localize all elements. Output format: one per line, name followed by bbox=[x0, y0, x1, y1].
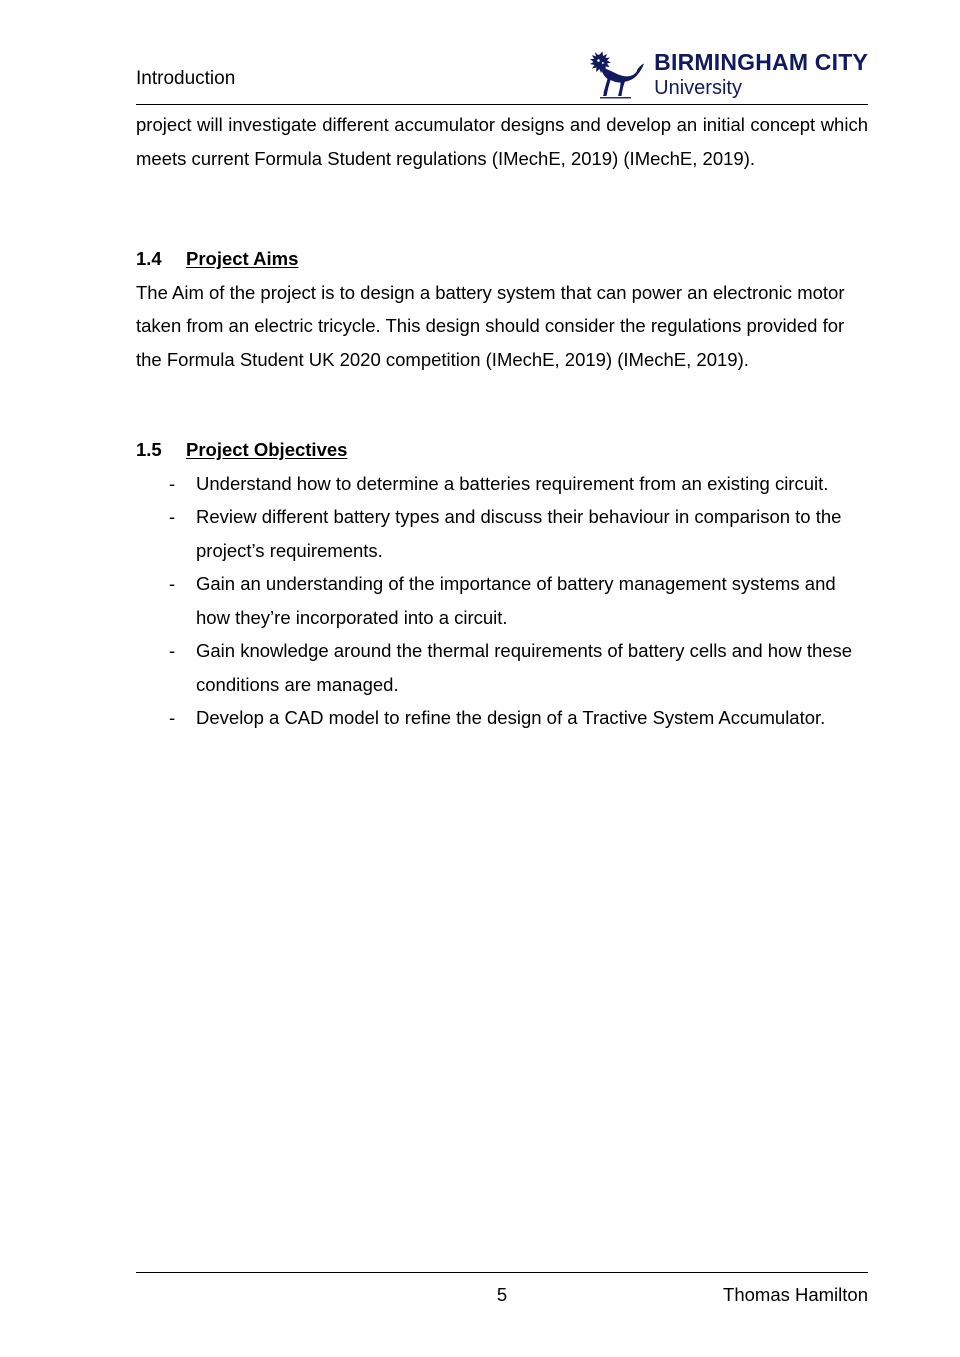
page-header bbox=[136, 46, 868, 108]
bullet-marker: - bbox=[169, 506, 176, 527]
bullet-marker: - bbox=[169, 707, 176, 728]
page-number: 5 bbox=[496, 1284, 508, 1305]
list-item bbox=[136, 701, 868, 735]
footer-divider bbox=[136, 1272, 868, 1273]
objectives-list bbox=[136, 467, 868, 735]
heading-title: Project Aims bbox=[186, 248, 299, 269]
heading-project-aims bbox=[136, 242, 868, 276]
heraldic-lion-icon bbox=[585, 48, 645, 100]
bullet-marker: - bbox=[169, 573, 176, 594]
list-item bbox=[136, 467, 868, 501]
bullet-marker: - bbox=[169, 472, 176, 494]
project-aims-paragraph: The Aim of the project is to design a battery system that can power an electronic motor taken from an electric tricycle. This design should consider the regulations provided for the Formula Student UK 2020 competition (IMechE, 2019) (IMechE, 2019). bbox=[136, 281, 845, 370]
bullet-marker: - bbox=[169, 640, 176, 661]
heading-number: 1.4 bbox=[136, 248, 162, 269]
heading-title: Project Objectives bbox=[186, 439, 348, 460]
list-item-text: Understand how to determine a batteries requirement from an existing circuit. bbox=[196, 472, 829, 494]
heading-number: 1.5 bbox=[136, 439, 162, 460]
page-content bbox=[136, 108, 868, 735]
list-item-text: Develop a CAD model to refine the design of a Tractive System Accumulator. bbox=[196, 707, 826, 728]
header-section-title: Introduction bbox=[136, 68, 236, 89]
list-item bbox=[136, 567, 868, 634]
footer-author: Thomas Hamilton bbox=[723, 1284, 868, 1305]
university-logo bbox=[585, 46, 868, 100]
list-item-text: Gain an understanding of the importance of battery management systems and how they’re incorporated into a circuit. bbox=[196, 573, 836, 628]
logo-primary-text: BIRMINGHAM CITY bbox=[654, 48, 868, 75]
heading-project-objectives bbox=[136, 433, 868, 467]
list-item-text: Gain knowledge around the thermal requirements of battery cells and how these conditions are managed. bbox=[196, 640, 853, 695]
page-footer bbox=[136, 1278, 868, 1312]
list-item bbox=[136, 634, 868, 701]
list-item bbox=[136, 500, 868, 567]
continued-paragraph: project will investigate different accumulator designs and develop an initial concept which meets current Formula Student regulations (IMechE, 2019) (IMechE, 2019). bbox=[136, 114, 868, 169]
list-item-text: Review different battery types and discuss their behaviour in comparison to the project’s requirements. bbox=[196, 506, 842, 561]
logo-secondary-text: University bbox=[654, 76, 742, 99]
section-spacer bbox=[136, 376, 868, 433]
section-spacer bbox=[136, 175, 868, 242]
header-divider bbox=[136, 104, 868, 105]
